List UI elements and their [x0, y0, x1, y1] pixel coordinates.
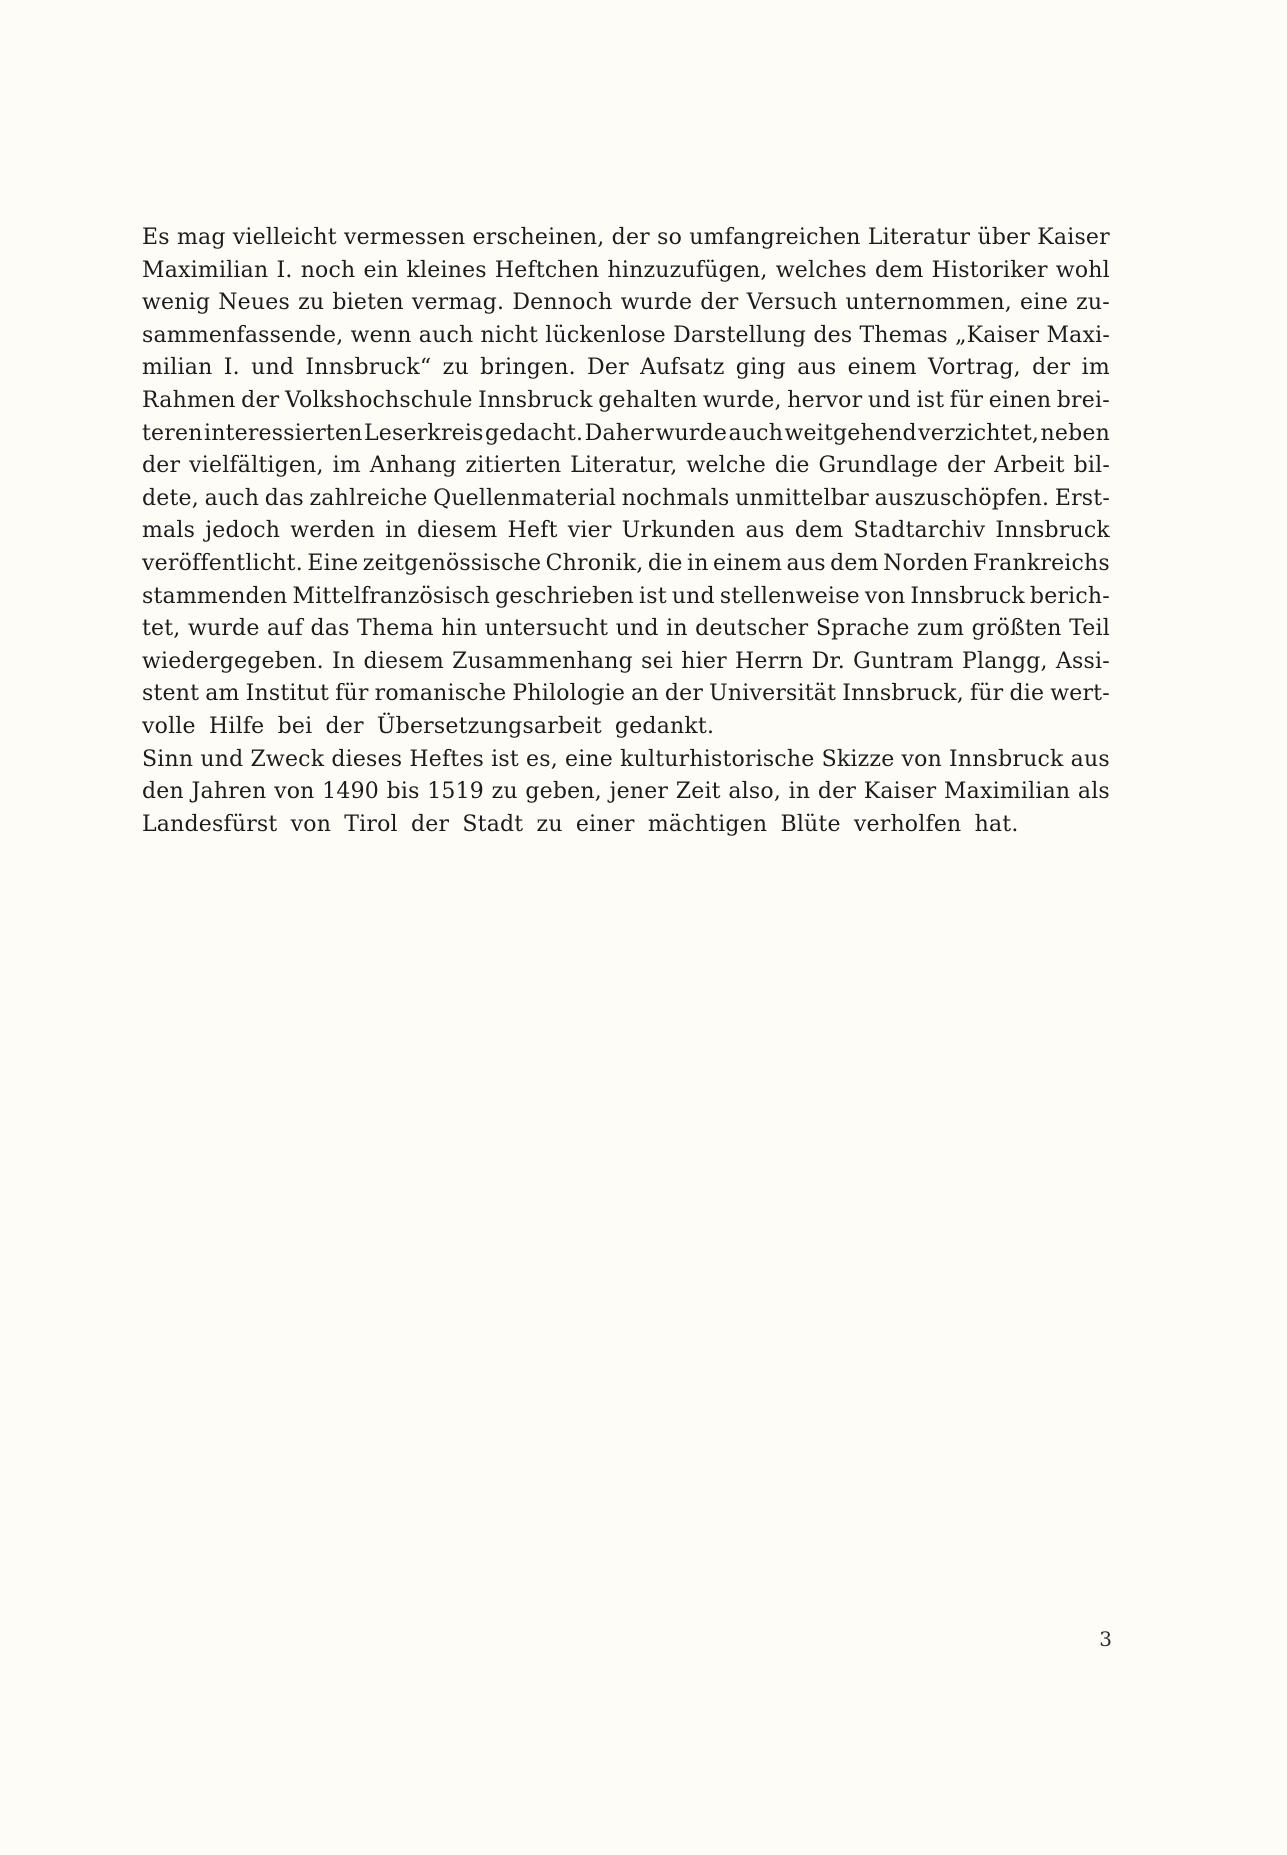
- text-line: sammenfassende, wenn auch nicht lückenlose Darstellung des Themas „Kaiser Maxi-: [142, 322, 1110, 348]
- text-line: Sinn und Zweck dieses Heftes ist es, eine kulturhistorische Skizze von Innsbruck aus: [142, 746, 1110, 772]
- page-number: 3: [1099, 1627, 1112, 1651]
- text-line: wenig Neues zu bieten vermag. Dennoch wurde der Versuch unternommen, eine zu-: [142, 290, 1110, 316]
- text-line: tet, wurde auf das Thema hin untersucht und in deutscher Sprache zum größten Teil: [142, 616, 1110, 642]
- text-line: der vielfältigen, im Anhang zitierten Literatur, welche die Grundlage der Arbeit bil-: [142, 453, 1110, 479]
- text-line: stammenden Mittelfranzösisch geschrieben ist und stellenweise von Innsbruck berich-: [142, 583, 1110, 609]
- text-line: wiedergegeben. In diesem Zusammenhang sei hier Herrn Dr. Guntram Plangg, Assi-: [142, 648, 1110, 674]
- paragraph-2: [142, 744, 1110, 842]
- body-text: [142, 222, 1110, 841]
- text-line: Es mag vielleicht vermessen erscheinen, der so umfangreichen Literatur über Kaiser: [142, 225, 1110, 250]
- text-line: Rahmen der Volkshochschule Innsbruck gehalten wurde, hervor und ist für einen brei-: [142, 387, 1110, 413]
- text-line: milian I. und Innsbruck“ zu bringen. Der Aufsatz ging aus einem Vortrag, der im: [142, 355, 1110, 381]
- text-line: dete, auch das zahlreiche Quellenmaterial nochmals unmittelbar auszuschöpfen. Erst-: [142, 485, 1110, 511]
- text-line: veröffentlicht. Eine zeitgenössische Chronik, die in einem aus dem Norden Frankreichs: [142, 550, 1110, 576]
- text-line: volle Hilfe bei der Übersetzungsarbeit gedankt.: [142, 713, 715, 739]
- text-line: Maximilian I. noch ein kleines Heftchen hinzuzufügen, welches dem Historiker wohl: [142, 257, 1110, 283]
- text-line: stent am Institut für romanische Philologie an der Universität Innsbruck, für die wert-: [142, 681, 1110, 707]
- text-line: Landesfürst von Tirol der Stadt zu einer mächtigen Blüte verholfen hat.: [142, 811, 1019, 837]
- text-line: mals jedoch werden in diesem Heft vier Urkunden aus dem Stadtarchiv Innsbruck: [142, 518, 1110, 544]
- text-line: den Jahren von 1490 bis 1519 zu geben, jener Zeit also, in der Kaiser Maximilian als: [142, 779, 1110, 805]
- paragraph-1: [142, 222, 1110, 744]
- text-line: teren interessierten Leserkreis gedacht. Daher wurde auch weitgehend verzichtet, neben: [142, 420, 1110, 446]
